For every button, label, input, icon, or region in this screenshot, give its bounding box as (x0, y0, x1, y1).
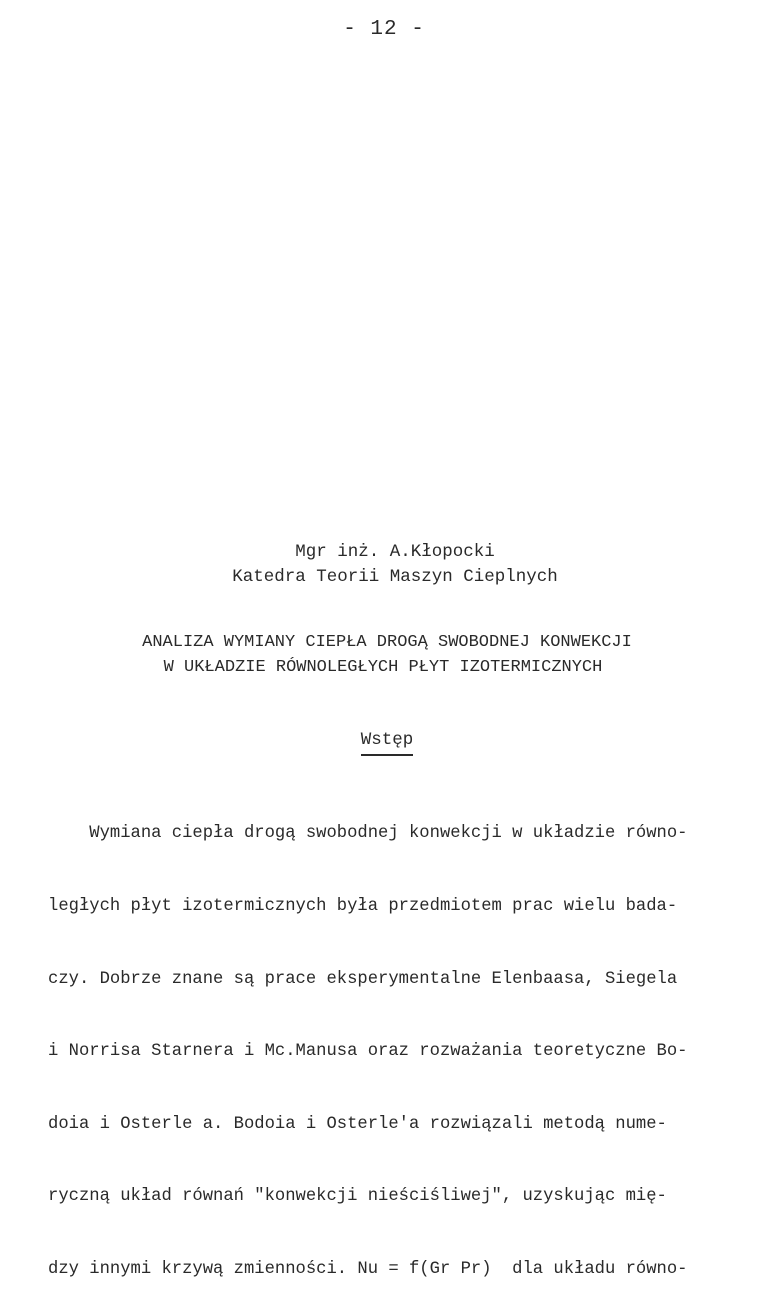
body-line: doia i Osterle a. Bodoia i Osterle'a rozwiązali metodą nume- (48, 1114, 667, 1134)
paper-title (0, 630, 768, 680)
section-heading-text: Wstęp (361, 730, 414, 756)
author-name: Mgr inż. A.Kłopocki (295, 542, 495, 562)
body-line: czy. Dobrze znane są prace eksperymentalne Elenbaasa, Siegela (48, 969, 678, 989)
section-heading (0, 730, 768, 756)
body-line: ległych płyt izotermicznych była przedmiotem prac wielu bada- (48, 897, 678, 917)
body-line: dzy innymi krzywą zmienności. Nu = f(Gr Pr) dla układu równo- (48, 1260, 688, 1280)
author-affiliation: Katedra Teorii Maszyn Cieplnych (232, 567, 558, 587)
body-line: Wymiana ciepła drogą swobodnej konwekcji w układzie równo- (48, 824, 688, 844)
body-line: i Norrisa Starnera i Mc.Manusa oraz rozważania teoretyczne Bo- (48, 1042, 688, 1062)
body-paragraph (48, 774, 738, 1306)
title-line-2: W UKŁADZIE RÓWNOLEGŁYCH PŁYT IZOTERMICZNYCH (163, 658, 603, 677)
author-block (0, 540, 768, 590)
title-line-1: ANALIZA WYMIANY CIEPŁA DROGĄ SWOBODNEJ KONWEKCJI (142, 633, 632, 652)
page-number: - 12 - (343, 18, 425, 41)
body-line: ryczną układ równań "konwekcji nieściśliwej", uzyskując mię- (48, 1187, 667, 1207)
